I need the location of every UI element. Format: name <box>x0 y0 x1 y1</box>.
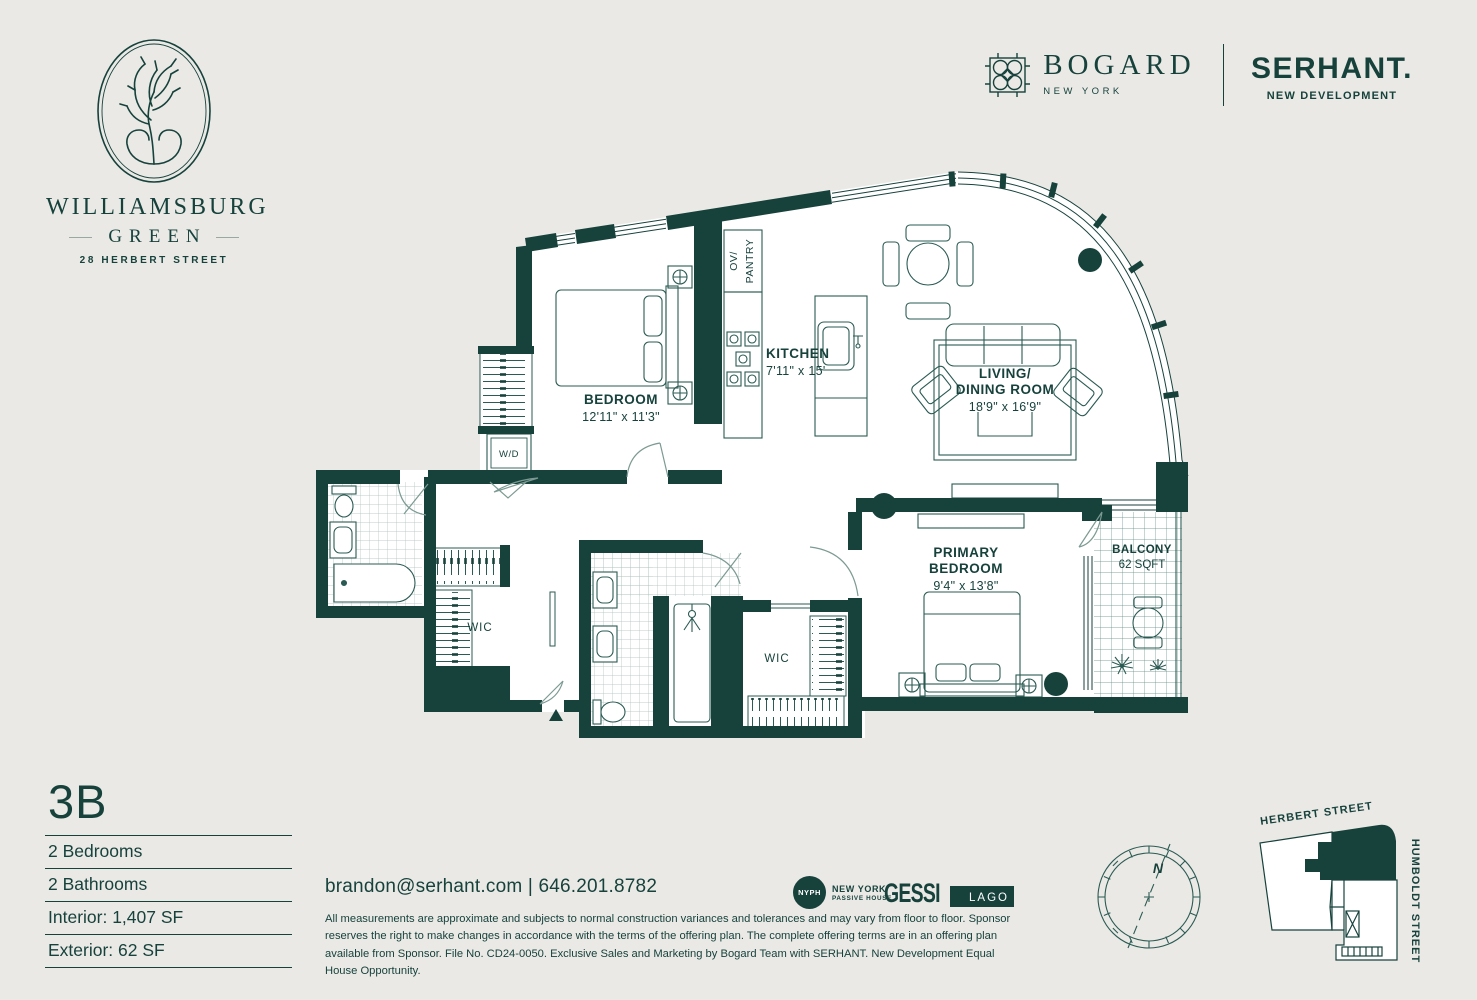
column <box>1078 248 1102 272</box>
bogard-name: BOGARD <box>1043 49 1196 81</box>
spec-exterior: Exterior: 62 SF <box>45 934 292 968</box>
header-divider <box>1223 44 1224 106</box>
nyph-logo <box>793 876 892 909</box>
spec-bathrooms: 2 Bathrooms <box>45 868 292 901</box>
bogard-subtitle: NEW YORK <box>1043 86 1123 97</box>
building-address: 28 HERBERT STREET <box>79 255 229 266</box>
pantry-label-1: OV/ <box>728 251 740 271</box>
spec-interior: Interior: 1,407 SF <box>45 901 292 934</box>
nyph-line2: PASSIVE HOUSE <box>832 894 893 902</box>
bedroom-label: BEDROOM <box>584 392 658 407</box>
primary-label-1: PRIMARY <box>933 545 999 560</box>
living-label-1: LIVING/ <box>978 366 1032 381</box>
map-street-right: HUMBOLDT STREET <box>1409 838 1421 964</box>
washer-dryer-label: W/D <box>499 449 519 460</box>
floorplan-drawing <box>315 160 1195 750</box>
living-label-2: DINING ROOM <box>955 382 1055 397</box>
header-partner-logos <box>984 44 1413 106</box>
unit-number: 3B <box>48 775 108 828</box>
primary-label-2: BEDROOM <box>929 561 1003 576</box>
primary-dims: 9'4" x 13'8" <box>933 579 999 593</box>
nyph-circle-icon: NYPH <box>793 876 826 909</box>
map-street-top: HERBERT STREET <box>1259 800 1374 828</box>
balcony-tile-floor <box>1094 512 1182 697</box>
bogard-logo <box>984 48 1195 102</box>
bogard-knot-icon <box>984 48 1031 102</box>
gessi-logo: GESSI <box>884 878 940 908</box>
serhant-logo <box>1251 48 1413 102</box>
living-dims: 18'9" x 16'9" <box>968 400 1042 414</box>
wic-left-label: WIC <box>467 622 493 634</box>
column <box>1044 672 1068 696</box>
wic-right-label: WIC <box>764 653 790 665</box>
compass-icon <box>1093 840 1205 952</box>
compass-north-label: N <box>1152 860 1163 876</box>
map-unit-highlight <box>1305 825 1396 880</box>
serhant-name: SERHANT. <box>1250 52 1413 85</box>
kitchen-dims: 7'11" x 15' <box>766 364 826 378</box>
lago-logo: LAGO <box>950 886 1014 907</box>
pantry-label-2: PANTRY <box>744 238 756 284</box>
balcony-label: BALCONY <box>1112 544 1172 556</box>
unit-spec-block <box>45 775 292 968</box>
bedroom-dims: 12'11" x 11'3" <box>582 410 660 424</box>
key-map <box>1248 797 1433 989</box>
contact-line[interactable]: brandon@serhant.com | 646.201.8782 <box>325 876 658 897</box>
disclaimer-text: All measurements are approximate and subjects to normal construction variances and tolerances and may vary from floor to floor. Sponsor reserves the right to make changes in accordance with the terms of the offering plan. The complete offering terms are in an offering plan available from Sponsor. File No. CD24-0050. Exclusive Sales and Marketing by Bogard Team with SERHANT. New Development Equal House Opportunity. <box>325 913 1011 978</box>
tree-oval-icon <box>88 36 220 186</box>
building-logo <box>46 36 269 266</box>
serhant-subtitle: NEW DEVELOPMENT <box>1266 90 1398 102</box>
nyph-line1: NEW YORK <box>832 883 887 894</box>
column <box>871 493 897 519</box>
building-name-line2: GREEN <box>46 226 262 248</box>
building-name-line1: WILLIAMSBURG <box>46 194 269 220</box>
spec-bedrooms: 2 Bedrooms <box>45 835 292 868</box>
kitchen-label: KITCHEN <box>766 346 830 361</box>
balcony-dims: 62 SQFT <box>1118 559 1166 571</box>
